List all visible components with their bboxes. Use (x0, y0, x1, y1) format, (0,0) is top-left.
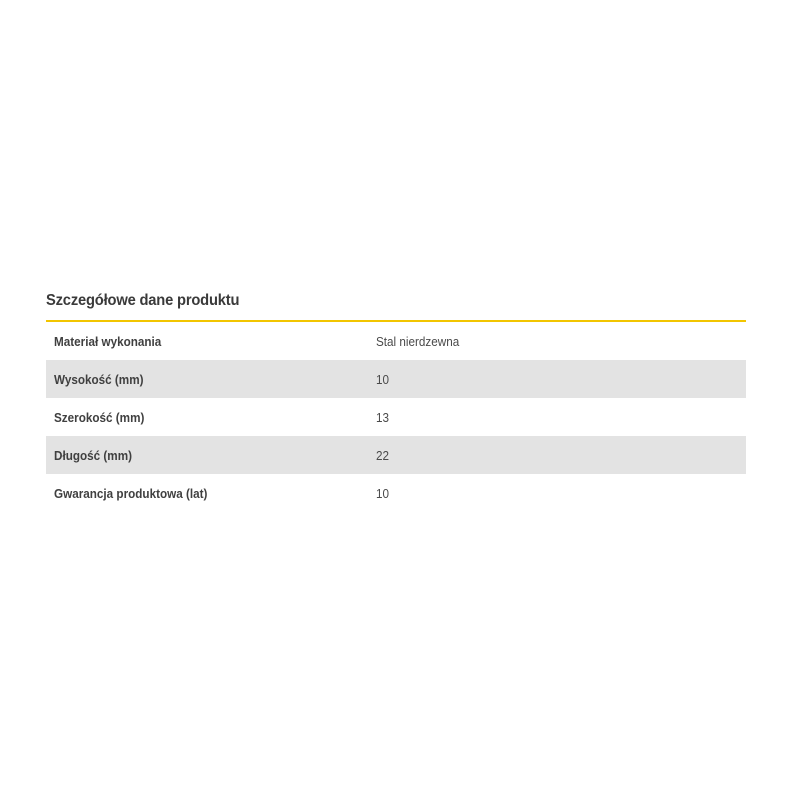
spec-row-warranty (46, 474, 746, 512)
spec-value: 10 (376, 485, 390, 501)
spec-label: Wysokość (mm) (54, 371, 144, 387)
spec-table (46, 322, 746, 512)
product-details-section (46, 286, 746, 512)
spec-label: Gwarancja produktowa (lat) (54, 485, 208, 501)
spec-label: Szerokość (mm) (54, 409, 145, 425)
spec-value: 22 (376, 447, 390, 463)
spec-value: 10 (376, 371, 390, 387)
spec-row-width (46, 398, 746, 436)
spec-value: Stal nierdzewna (376, 333, 460, 349)
spec-row-length (46, 436, 746, 474)
spec-label: Długość (mm) (54, 447, 133, 463)
spec-label: Materiał wykonania (54, 333, 162, 349)
spec-row-material (46, 322, 746, 360)
spec-value: 13 (376, 409, 390, 425)
spec-row-height (46, 360, 746, 398)
section-title: Szczegółowe dane produktu (46, 292, 240, 309)
